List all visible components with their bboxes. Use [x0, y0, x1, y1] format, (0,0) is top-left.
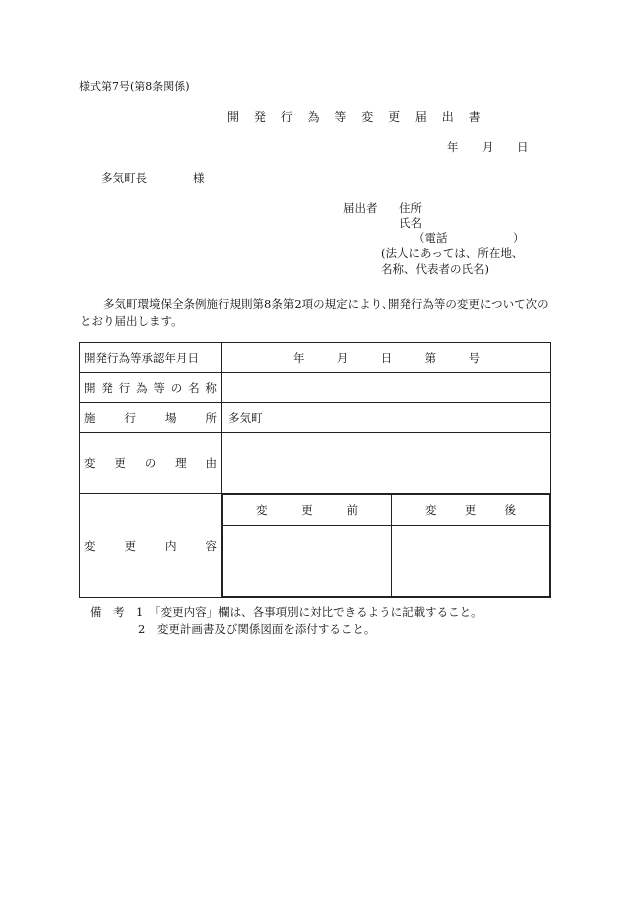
label-char: 施: [84, 410, 96, 425]
title-char: 開: [227, 110, 245, 124]
label-char: 容: [205, 538, 217, 553]
change-reason-row: [80, 433, 551, 494]
date-day: 日: [517, 140, 529, 154]
approval-date-label: [80, 343, 222, 373]
approval-month: 月: [336, 350, 349, 365]
label-char: 理: [175, 456, 187, 470]
title-char: 行: [280, 110, 299, 124]
label-char: 開: [84, 380, 96, 395]
telephone-close: ）: [513, 231, 525, 245]
change-notification-table: [79, 342, 551, 598]
approval-date-field[interactable]: [222, 343, 551, 373]
after-field[interactable]: [392, 526, 550, 597]
approval-year: 年: [293, 350, 305, 365]
label-char: 行: [118, 380, 131, 395]
change-reason-field[interactable]: [222, 433, 551, 494]
label-char: 称: [205, 380, 217, 395]
date-month: 月: [482, 140, 494, 154]
label-char: 内: [165, 538, 177, 553]
corporate-note-line1: (法人にあっては、所在地、: [381, 246, 524, 260]
label-char: の: [170, 380, 183, 395]
after-char: 後: [504, 503, 516, 517]
applicant-name-label: 氏名: [399, 216, 422, 230]
title-char: 届: [414, 110, 433, 124]
label-char: 変: [84, 538, 96, 553]
document-title: [227, 108, 486, 125]
development-name-label: [80, 373, 222, 403]
applicant-address-label: 住所: [399, 201, 422, 215]
form-number: 様式第7号(第8条関係): [79, 80, 190, 93]
submission-date: [447, 139, 529, 155]
after-char: 更: [464, 503, 477, 517]
after-header: [392, 495, 550, 526]
applicant-label: 届出者: [343, 201, 378, 215]
intro-text-line1: 多気町環境保全条例施行規則第8条第2項の規定により､開発行為等の変更について次の: [103, 297, 549, 311]
addressee-name: 多気町長: [101, 171, 147, 185]
approval-date-row: [80, 343, 551, 373]
before-char: 更: [301, 503, 313, 517]
development-name-field[interactable]: [222, 373, 551, 403]
corporate-note-line2: 名称、代表者の氏名): [381, 262, 489, 276]
change-details-row: [80, 494, 551, 598]
label-char: 所: [205, 410, 217, 425]
after-char: 変: [425, 503, 437, 517]
change-details-label: [80, 494, 222, 598]
label-char: 由: [205, 456, 217, 470]
intro-text-line2: とおり届出します。: [80, 314, 183, 328]
title-char: 書: [468, 110, 487, 124]
remarks-line2: 2 変更計画書及び関係図面を添付すること。: [138, 622, 376, 636]
remarks-line1: 備 考 1 「変更内容」欄は、各事項別に対比できるように記載すること。: [90, 605, 483, 619]
title-char: 更: [388, 110, 406, 124]
approval-number-suffix: 号: [468, 350, 480, 365]
applicant-telephone: [413, 230, 525, 246]
title-char: 発: [253, 110, 272, 124]
label-char: 為: [136, 380, 148, 395]
before-field[interactable]: [223, 526, 392, 597]
label-char: 名: [188, 380, 200, 395]
before-after-table: [222, 494, 550, 597]
change-reason-label: [80, 433, 222, 494]
telephone-label: （電話: [413, 231, 448, 245]
addressee-honorific: 様: [193, 171, 205, 185]
before-char: 変: [256, 503, 268, 517]
construction-site-field[interactable]: [222, 403, 551, 433]
label-char: 発: [101, 380, 113, 395]
development-name-row: [80, 373, 551, 403]
title-char: 為: [307, 110, 326, 124]
date-year: 年: [447, 140, 459, 154]
before-char: 前: [346, 503, 358, 517]
label-char: 等: [153, 380, 165, 395]
label-char: 変: [84, 456, 96, 470]
construction-site-row: [80, 403, 551, 433]
construction-site-label: [80, 403, 222, 433]
approval-date-label-text: 開発行為等承認年月日: [84, 350, 199, 365]
label-char: 場: [165, 410, 177, 425]
label-char: 更: [114, 456, 126, 470]
title-char: 等: [334, 110, 352, 124]
before-header: [223, 495, 392, 526]
approval-number-prefix: 第: [424, 350, 437, 365]
label-char: 行: [124, 410, 136, 425]
change-details-cell: [222, 494, 551, 598]
approval-day: 日: [380, 350, 393, 365]
label-char: 更: [124, 538, 136, 553]
title-char: 出: [441, 110, 460, 124]
title-char: 変: [361, 110, 379, 124]
label-char: の: [144, 456, 157, 470]
construction-site-value: 多気町: [228, 410, 263, 425]
